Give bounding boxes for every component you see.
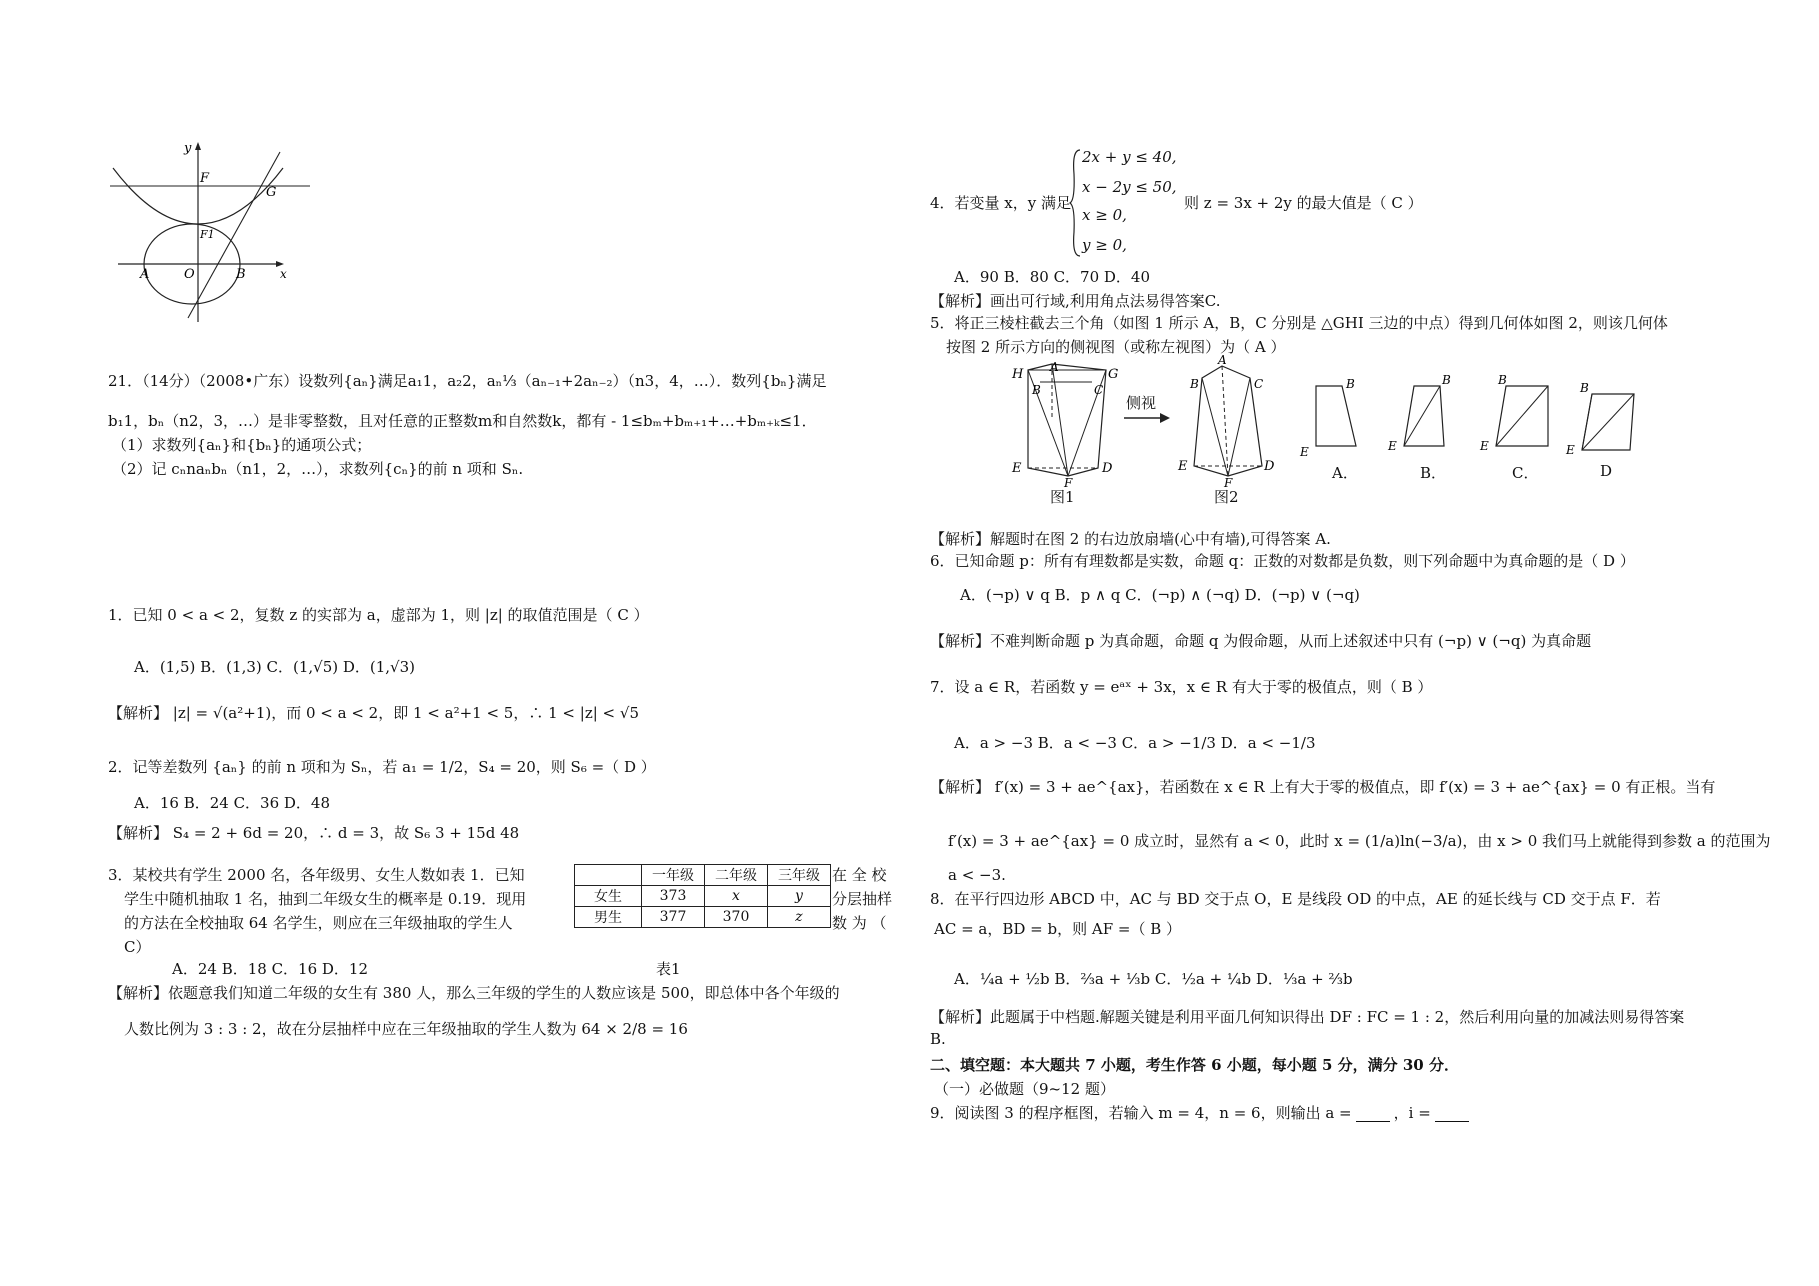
svg-text:A: A — [1050, 359, 1059, 374]
svg-text:E: E — [1480, 439, 1489, 453]
q9-text — [930, 1102, 1473, 1123]
q6-analysis: 【解析】不难判断命题 p 为真命题，命题 q 为假命题，从而上述叙述中只有 (¬p) ∨ (¬q) 为真命题 — [930, 632, 1592, 650]
q4-constraint2: x − 2y ≤ 50, — [1082, 178, 1177, 196]
section2-title: 二、填空题：本大题共 7 小题，考生作答 6 小题，每小题 5 分，满分 30 分． — [930, 1056, 1459, 1074]
svg-text:C: C — [1254, 377, 1264, 391]
svg-text:F: F — [1064, 475, 1073, 490]
svg-text:B: B — [1346, 377, 1355, 391]
table-cell: y — [768, 886, 831, 907]
svg-text:B: B — [1032, 383, 1041, 397]
svg-text:B: B — [1190, 377, 1199, 391]
q9-text-a: 9．阅读图 3 的程序框图，若输入 m = 4，n = 6，则输出 a = — [930, 1104, 1352, 1122]
q21-line1: 21．（14分）（2008•广东）设数列{aₙ}满足a₁1，a₂2，aₙ⅓（aₙ₋₁+2aₙ₋₂）（n3，4，…）．数列{bₙ}满足 — [108, 372, 827, 390]
graph-label-F: F — [200, 171, 210, 186]
q7-analysis1: 【解析】 f′(x) = 3 + ae^{ax}，若函数在 x ∈ R 上有大于零的极值点，即 f′(x) = 3 + ae^{ax} = 0 有正根。当有 — [930, 778, 1716, 796]
q5-option-a-label: A． — [1332, 464, 1358, 482]
q8-analysis1: 【解析】此题属于中档题.解题关键是利用平面几何知识得出 DF : FC = 1 : 2，然后利用向量的加减法则易得答案 — [930, 1008, 1685, 1026]
q7-options: A．a > −3 B．a < −3 C．a > −1/3 D．a < −1/3 — [954, 734, 1316, 752]
q5-figure2 — [1172, 353, 1282, 490]
q5-fig1-label: 图1 — [1050, 488, 1075, 506]
svg-text:A: A — [1218, 353, 1227, 367]
q7-analysis3: a < −3. — [948, 866, 1006, 884]
graph-label-A: A — [140, 267, 150, 282]
q3-table-caption: 表1 — [656, 960, 681, 978]
parabola-ellipse-graph — [108, 140, 318, 325]
graph-label-B: B — [236, 267, 246, 282]
q5-option-c-shape — [1478, 372, 1562, 458]
svg-text:G: G — [1108, 367, 1119, 382]
svg-text:F: F — [1224, 475, 1233, 490]
q5-line1: 5．将正三棱柱截去三个角（如图 1 所示 A，B，C 分别是 △GHI 三边的中点）得到几何体如图 2，则该几何体 — [930, 314, 1668, 332]
table-header-cell: 一年级 — [642, 865, 705, 886]
graph-label-G: G — [266, 185, 277, 200]
q5-option-a-shape — [1300, 378, 1380, 458]
q8-analysis2: B. — [930, 1030, 946, 1048]
q4-options: A．90 B．80 C．70 D．40 — [954, 268, 1151, 286]
q4-stem-b: 则 z = 3x + 2y 的最大值是（ C ） — [1184, 194, 1423, 212]
q3-line4: C） — [124, 938, 151, 956]
svg-text:E: E — [1012, 461, 1022, 476]
q5-option-b-label: B． — [1420, 464, 1447, 482]
svg-text:H: H — [1012, 367, 1024, 382]
table-cell: x — [705, 886, 768, 907]
table-header-cell: 二年级 — [705, 865, 768, 886]
q3-line1: 3．某校共有学生 2000 名，各年级男、女生人数如表 1．已知 — [108, 866, 525, 884]
table-cell: z — [768, 907, 831, 928]
q5-option-c-label: C． — [1512, 464, 1539, 482]
q5-option-b-shape — [1386, 372, 1466, 458]
svg-text:E: E — [1300, 445, 1309, 459]
q3-options: A．24 B．18 C．16 D．12 — [172, 960, 369, 978]
q4-constraint3: x ≥ 0, — [1082, 206, 1127, 224]
table-header-row — [575, 865, 831, 886]
q1-stem: 1．已知 0 < a < 2，复数 z 的实部为 a，虚部为 1，则 |z| 的取值范围是（ C ） — [108, 606, 649, 624]
svg-text:E: E — [1388, 439, 1397, 453]
q3-line3: 的方法在全校抽取 64 名学生，则应在三年级抽取的学生人 — [124, 914, 513, 932]
q7-stem: 7．设 a ∈ R，若函数 y = eᵃˣ + 3x，x ∈ R 有大于零的极值点，则（ B ） — [930, 678, 1433, 696]
arrow-right-icon — [1124, 412, 1170, 424]
graph-label-F1: F1 — [200, 228, 215, 241]
svg-text:B: B — [1580, 381, 1589, 395]
q8-line1: 8．在平行四边形 ABCD 中，AC 与 BD 交于点 O，E 是线段 OD 的中点，AE 的延长线与 CD 交于点 F．若 — [930, 890, 1661, 908]
table-cell: 377 — [642, 907, 705, 928]
svg-text:E: E — [1178, 459, 1188, 474]
section2-subtitle: （一）必做题（9~12 题） — [934, 1080, 1115, 1098]
q8-options: A．¼a + ½b B．⅔a + ⅓b C．½a + ¼b D．⅓a + ⅔b — [954, 970, 1353, 988]
svg-text:D: D — [1102, 461, 1113, 476]
q5-analysis: 【解析】解题时在图 2 的右边放扇墙(心中有墙),可得答案 A. — [930, 530, 1331, 548]
table-row — [575, 907, 831, 928]
q9-text-b: ，i = — [1393, 1104, 1431, 1122]
q6-options: A．(¬p) ∨ q B．p ∧ q C．(¬p) ∧ (¬q) D．(¬p) ∨ (¬q) — [960, 586, 1360, 604]
q3-analysis2: 人数比例为 3 : 3 : 2，故在分层抽样中应在三年级抽取的学生人数为 64 × 2/8 = 16 — [124, 1020, 688, 1038]
svg-text:C: C — [1094, 383, 1104, 397]
q4-analysis: 【解析】画出可行域,利用角点法易得答案C. — [930, 292, 1221, 310]
q5-option-d-label: D — [1600, 462, 1613, 480]
table-header-cell: 三年级 — [768, 865, 831, 886]
q21-line3: （1）求数列{aₙ}和{bₙ}的通项公式； — [112, 436, 372, 454]
q3-analysis1: 【解析】依题意我们知道二年级的女生有 380 人，那么三年级的学生的人数应该是 500，即总体中各个年级的 — [108, 984, 840, 1002]
graph-label-x: x — [280, 267, 287, 281]
q2-stem: 2．记等差数列 {aₙ} 的前 n 项和为 Sₙ，若 a₁ = 1/2，S₄ = 20，则 S₆ =（ D ） — [108, 758, 656, 776]
q5-figure1 — [1010, 358, 1120, 490]
q4-constraint1: 2x + y ≤ 40, — [1082, 148, 1177, 166]
q5-fig2-label: 图2 — [1214, 488, 1239, 506]
svg-text:E: E — [1566, 443, 1575, 457]
svg-text:B: B — [1498, 373, 1507, 387]
q3-right1: 在 全 校 — [832, 866, 887, 884]
table-header-cell — [575, 865, 642, 886]
graph-label-O: O — [184, 267, 195, 282]
table-row — [575, 886, 831, 907]
q8-line2: AC = a，BD = b，则 AF =（ B ） — [934, 920, 1182, 938]
q3-right3: 数 为 （ — [832, 914, 887, 932]
grade-gender-table — [574, 864, 831, 928]
svg-text:D: D — [1264, 459, 1275, 474]
table-cell: 373 — [642, 886, 705, 907]
q5-line2: 按图 2 所示方向的侧视图（或称左视图）为（ A ） — [946, 338, 1286, 356]
svg-text:B: B — [1442, 373, 1451, 387]
q2-options: A．16 B．24 C．36 D．48 — [134, 794, 331, 812]
q5-option-d-shape — [1564, 374, 1648, 460]
q7-analysis2: f′(x) = 3 + ae^{ax} = 0 成立时，显然有 a < 0，此时 x = (1/a)ln(−3/a)，由 x > 0 我们马上就能得到参数 a 的范围为 — [948, 832, 1771, 850]
q5-side-view-label: 侧视 — [1126, 394, 1157, 412]
graph-label-y: y — [184, 141, 192, 156]
q9-answer-i-blank[interactable] — [1435, 1107, 1469, 1122]
q3-line2: 学生中随机抽取 1 名，抽到二年级女生的概率是 0.19．现用 — [124, 890, 527, 908]
q4-stem-a: 4．若变量 x，y 满足 — [930, 194, 1072, 212]
q2-analysis: 【解析】 S₄ = 2 + 6d = 20，∴ d = 3，故 S₆ 3 + 15d 48 — [108, 824, 520, 842]
table-cell: 370 — [705, 907, 768, 928]
q6-line1: 6．已知命题 p：所有有理数都是实数，命题 q：正数的对数都是负数，则下列命题中为真命题的是（ D ） — [930, 552, 1635, 570]
table-cell: 男生 — [575, 907, 642, 928]
q9-answer-a-blank[interactable] — [1356, 1107, 1390, 1122]
q1-options: A．(1,5) B．(1,3) C．(1,√5) D．(1,√3) — [134, 658, 416, 676]
q21-line2: b₁1，bₙ（n2，3，…）是非零整数，且对任意的正整数m和自然数k，都有 - 1≤bₘ+bₘ₊₁+…+bₘ₊ₖ≤1． — [108, 412, 817, 430]
q3-right2: 分层抽样 — [832, 890, 893, 908]
q1-analysis: 【解析】 |z| = √(a²+1)，而 0 < a < 2，即 1 < a²+1 < 5，∴ 1 < |z| < √5 — [108, 704, 639, 722]
q4-constraint4: y ≥ 0, — [1082, 236, 1127, 254]
q21-line4: （2）记 cₙnaₙbₙ（n1，2，…），求数列{cₙ}的前 n 项和 Sₙ. — [112, 460, 524, 478]
table-cell: 女生 — [575, 886, 642, 907]
